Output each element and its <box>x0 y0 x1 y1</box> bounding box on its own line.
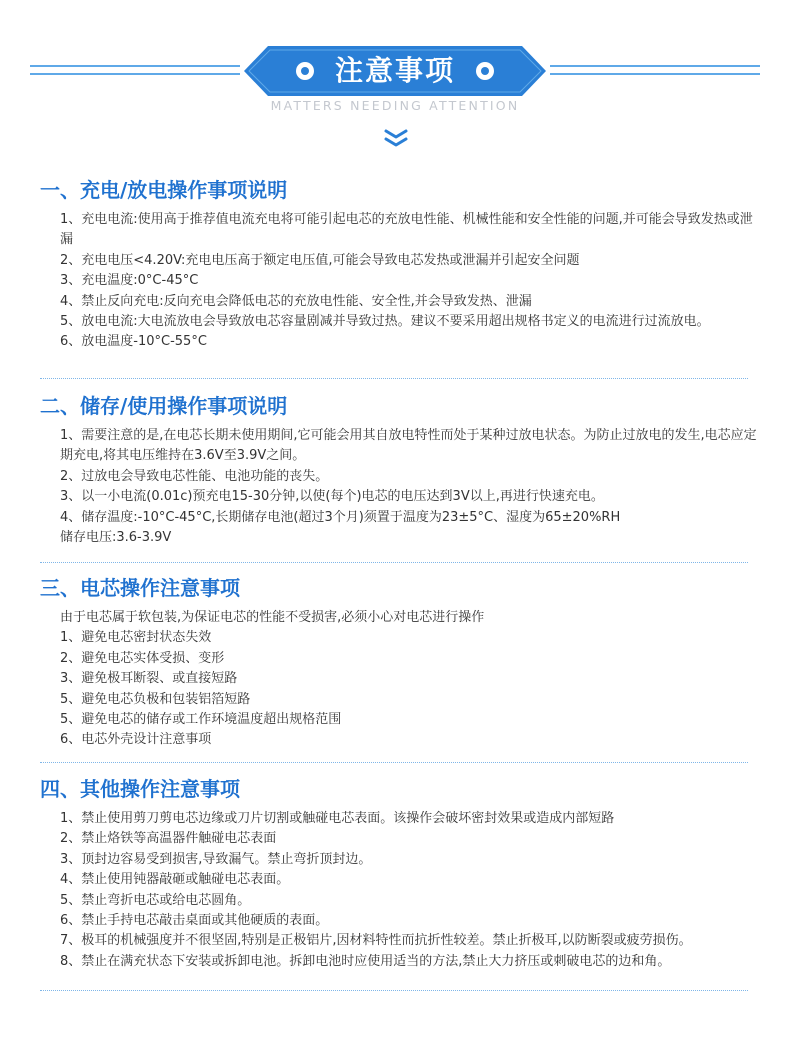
list-item: 储存电压:3.6-3.9V <box>60 530 172 546</box>
list-item: 1、避免电芯密封状态失效 <box>60 630 212 646</box>
section-storage <box>40 392 760 548</box>
list-item: 5、放电电流:大电流放电会导致放电芯容量剧减并导致过热。建议不要采用超出规格书定义的电流进行过流放电。 <box>60 314 710 330</box>
list-item: 8、禁止在满充状态下安装或拆卸电池。拆卸电池时应使用适当的方法,禁止大力挤压或刺破电芯的边和角。 <box>60 953 671 969</box>
list-item: 由于电芯属于软包装,为保证电芯的性能不受损害,必须小心对电芯进行操作 <box>60 610 485 625</box>
page-title: 注意事项 <box>334 54 455 87</box>
double-chevron-down-icon <box>383 128 409 148</box>
list-item: 1、需要注意的是,在电芯长期未使用期间,它可能会用其自放电特性而处于某种过放电状态。为防止过放电的发生,电芯应定期充电,将其电压维持在3.6V至3.9V之间。 <box>60 428 757 464</box>
section-cell-handling <box>40 574 760 751</box>
list-item: 2、避免电芯实体受损、变形 <box>60 650 225 666</box>
section-charging <box>40 176 760 353</box>
section-items <box>60 608 760 751</box>
section-title: 四、其他操作注意事项 <box>40 777 240 801</box>
list-item: 4、禁止反向充电:反向充电会降低电芯的充放电性能、安全性,并会导致发热、泄漏 <box>60 293 532 309</box>
list-item: 3、顶封边容易受到损害,导致漏气。禁止弯折顶封边。 <box>60 851 372 867</box>
list-item: 6、放电温度-10°C-55°C <box>60 334 207 350</box>
list-item: 3、充电温度:0°C-45°C <box>60 273 199 289</box>
list-item: 6、禁止手持电芯敲击桌面或其他硬质的表面。 <box>60 913 329 929</box>
list-item: 2、充电电压<4.20V:充电电压高于额定电压值,可能会导致电芯发热或泄漏并引起安全问题 <box>60 252 580 268</box>
list-item: 3、避免极耳断裂、或直接短路 <box>60 671 238 687</box>
list-item: 6、电芯外壳设计注意事项 <box>60 732 212 748</box>
list-item: 4、禁止使用钝器敲砸或触碰电芯表面。 <box>60 872 290 888</box>
section-divider <box>40 990 748 991</box>
page-header <box>0 0 790 180</box>
section-items <box>60 809 760 972</box>
section-title: 三、电芯操作注意事项 <box>40 576 240 600</box>
header-decor-lines-right <box>550 65 760 75</box>
section-other <box>40 775 760 972</box>
list-item: 5、避免电芯负极和包装铝箔短路 <box>60 691 251 707</box>
list-item: 1、禁止使用剪刀剪电芯边缘或刀片切割或触碰电芯表面。该操作会破坏密封效果或造成内部短路 <box>60 811 615 826</box>
list-item: 1、充电电流:使用高于推荐值电流充电将可能引起电芯的充放电性能、机械性能和安全性能的问题,并可能会导致发热或泄漏 <box>60 212 753 248</box>
list-item: 5、禁止弯折电芯或给电芯圆角。 <box>60 892 251 908</box>
section-title: 二、储存/使用操作事项说明 <box>40 394 288 418</box>
list-item: 2、禁止烙铁等高温器件触碰电芯表面 <box>60 831 277 847</box>
title-banner <box>244 46 546 96</box>
section-divider <box>40 762 748 763</box>
section-divider <box>40 562 748 563</box>
section-title: 一、充电/放电操作事项说明 <box>40 178 288 202</box>
list-item: 4、储存温度:-10°C-45°C,长期储存电池(超过3个月)须置于温度为23±5°C、湿度为65±20%RH <box>60 509 621 525</box>
section-divider <box>40 378 748 379</box>
page-subtitle: MATTERS NEEDING ATTENTION <box>270 98 520 113</box>
list-item: 3、以一小电流(0.01c)预充电15-30分钟,以使(每个)电芯的电压达到3V以上,再进行快速充电。 <box>60 489 604 505</box>
section-items <box>60 426 760 548</box>
list-item: 7、极耳的机械强度并不很坚固,特别是正极铝片,因材料特性而抗折性较差。禁止折极耳,以防断裂或疲劳损伤。 <box>60 933 692 949</box>
list-item: 5、避免电芯的储存或工作环境温度超出规格范围 <box>60 712 342 728</box>
list-item: 2、过放电会导致电芯性能、电池功能的丧失。 <box>60 468 329 484</box>
header-decor-lines-left <box>30 65 240 75</box>
section-items <box>60 210 760 353</box>
